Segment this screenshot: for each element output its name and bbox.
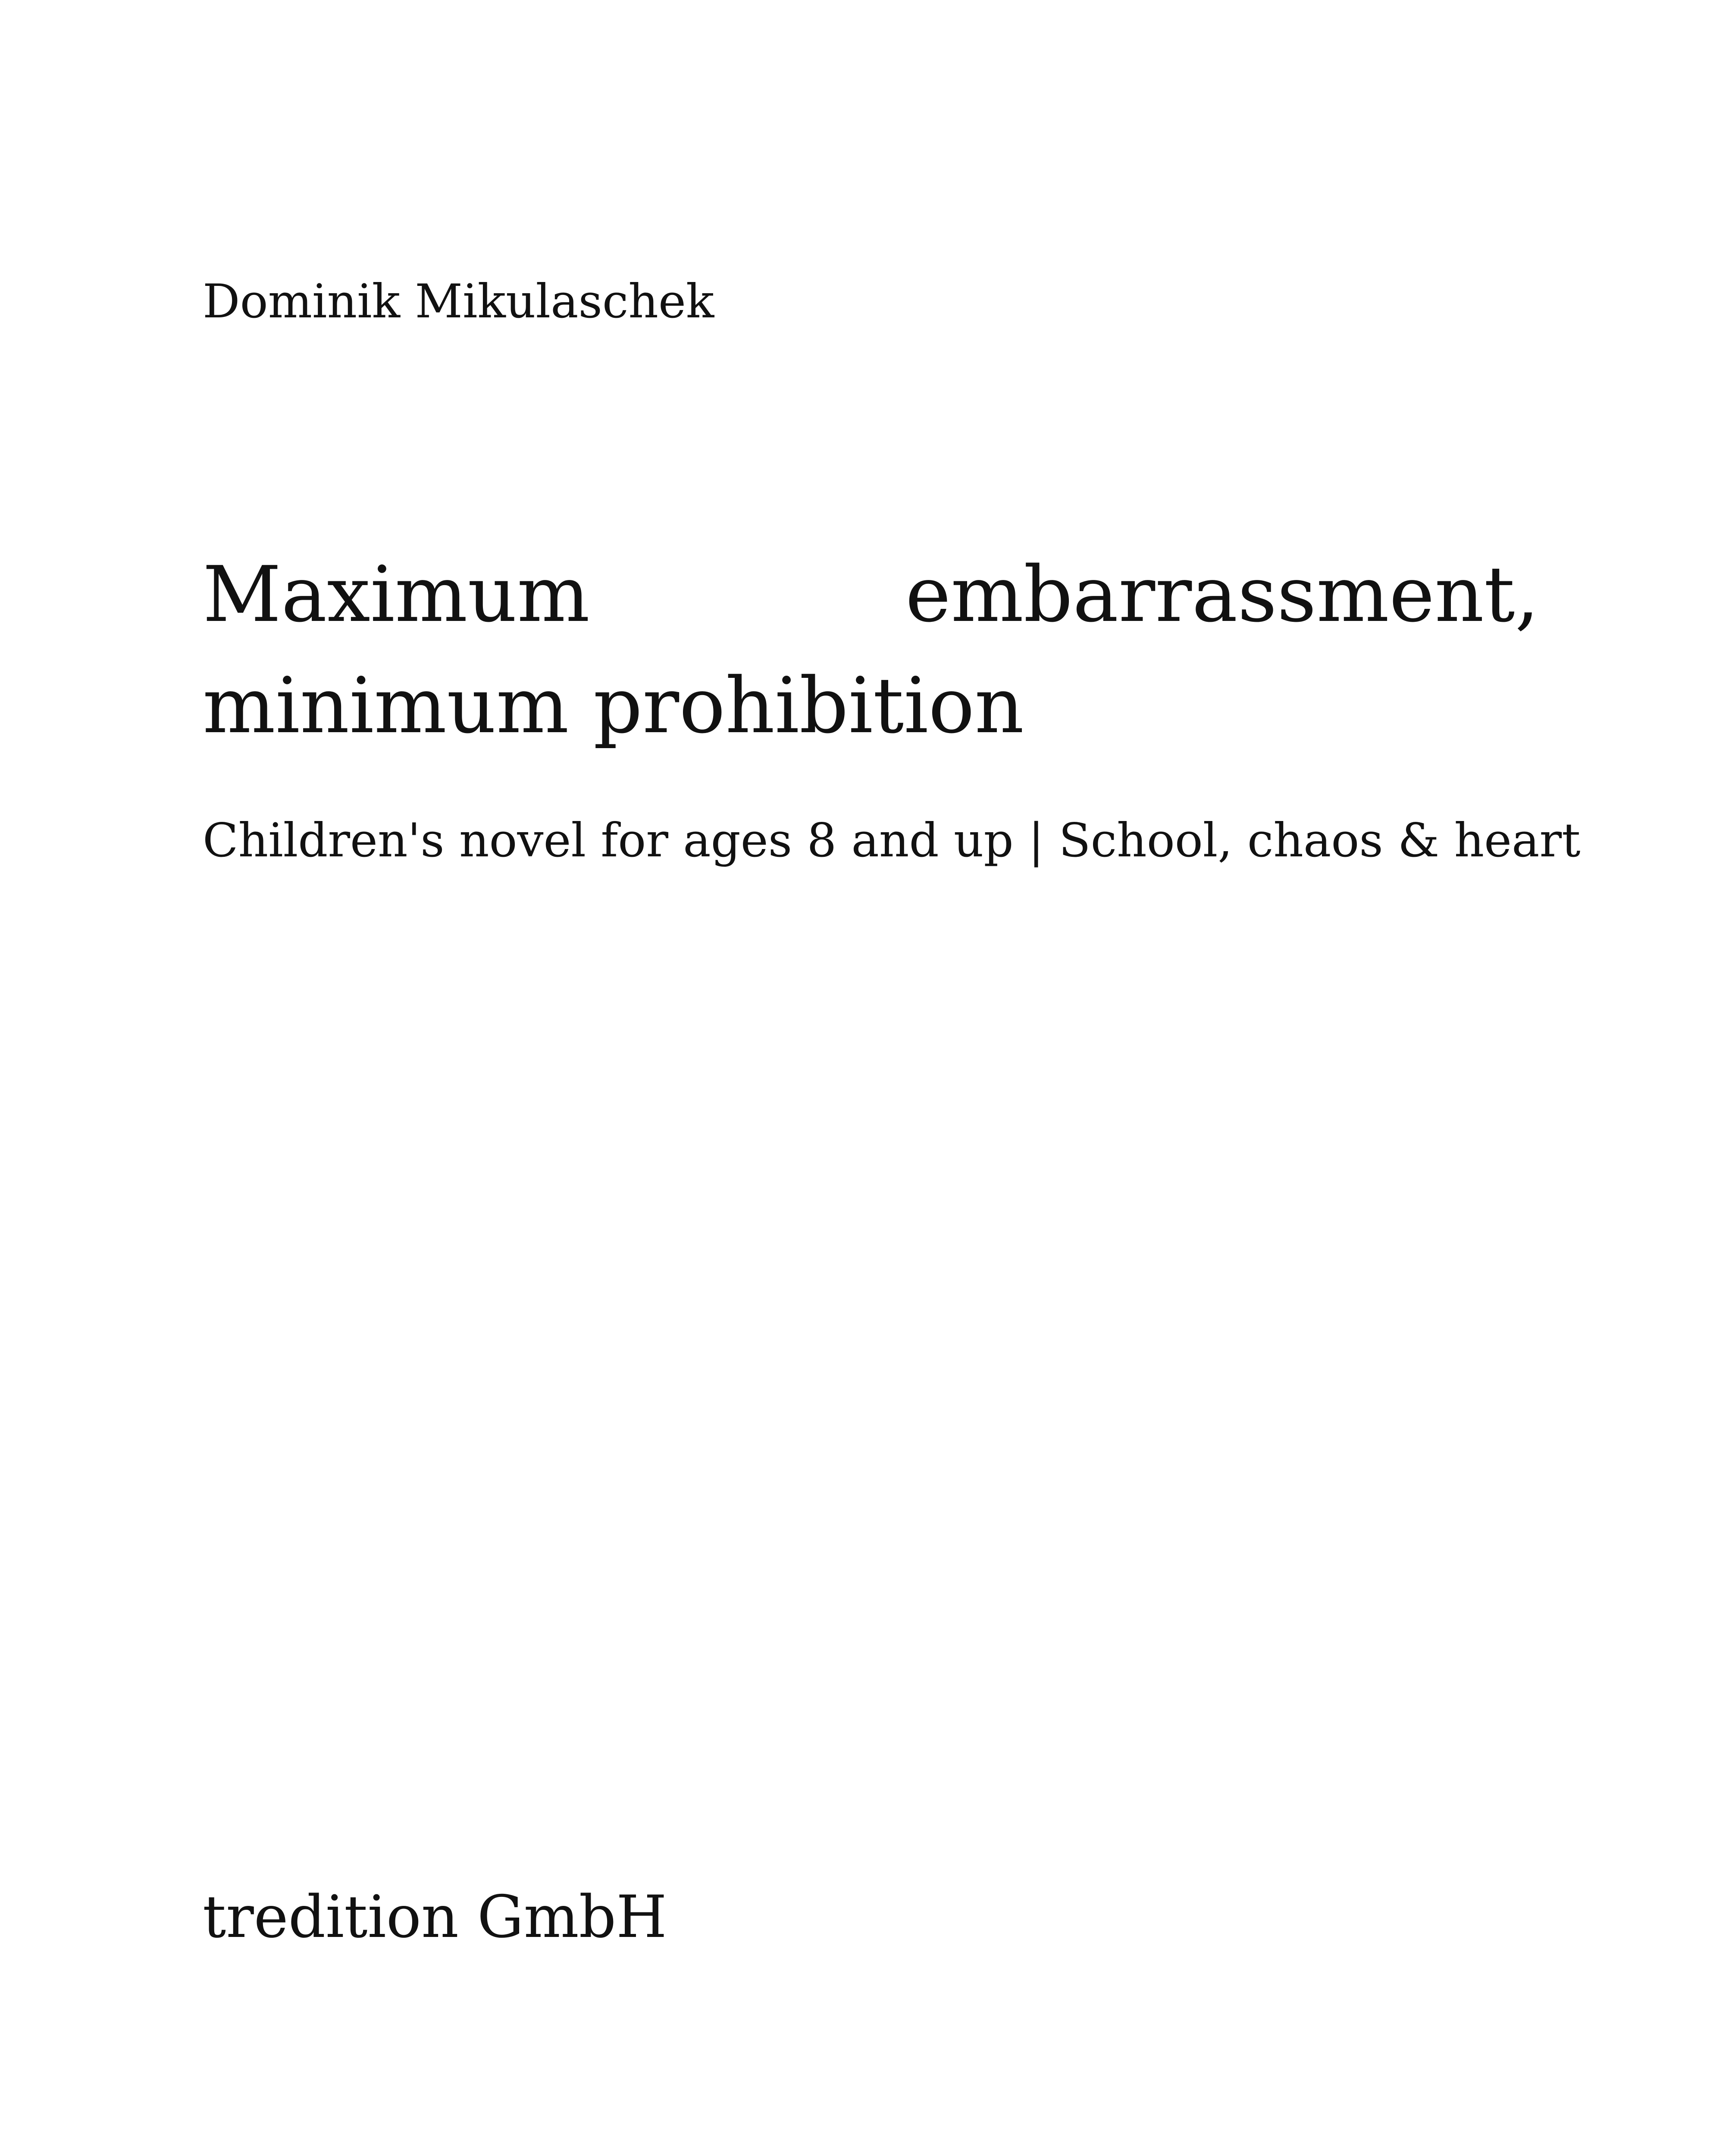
book-title: Maximum embarrassment, minimum prohibition [203,550,1539,751]
publisher-name: tredition GmbH [203,1883,667,1951]
book-subtitle: Children's novel for ages 8 and up | School, chaos & heart [203,814,1581,868]
author-name: Dominik Mikulaschek [203,275,714,329]
